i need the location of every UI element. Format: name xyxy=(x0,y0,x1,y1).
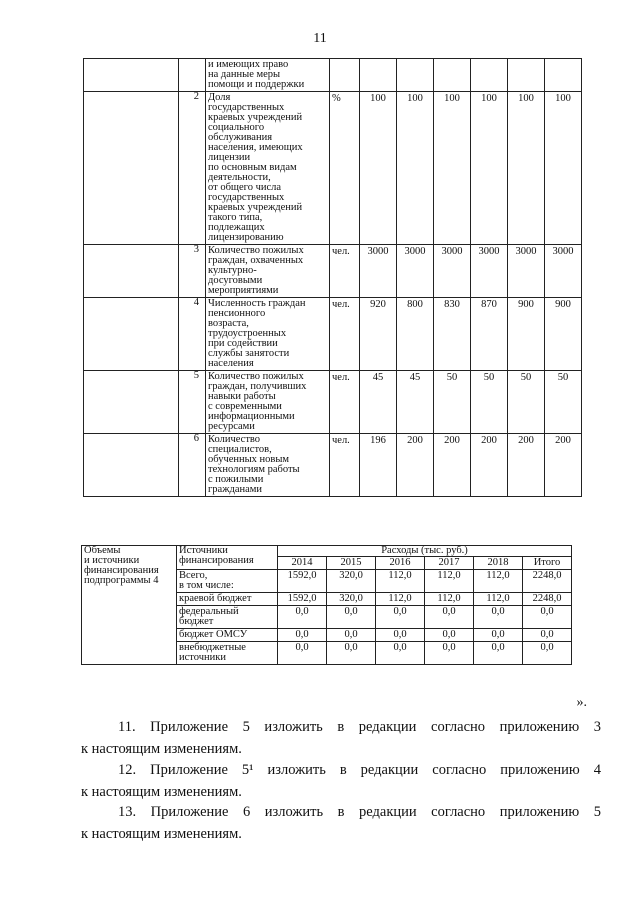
amount-cell: 2248,0 xyxy=(523,593,572,606)
indicator-value: 50 xyxy=(545,371,582,434)
paragraph-line: 11. Приложение 5 изложить в редакции согласно приложению 3 xyxy=(118,719,601,735)
empty-cell xyxy=(84,434,179,497)
indicator-number: 5 xyxy=(179,371,206,434)
year-header: Итого xyxy=(523,557,572,570)
indicator-name-line: технологиям работы xyxy=(208,464,300,475)
indicator-value: 100 xyxy=(545,92,582,245)
amount-cell: 112,0 xyxy=(474,570,523,593)
indicator-name-line: по основным видам xyxy=(208,162,297,173)
indicator-value: 920 xyxy=(360,298,397,371)
indicator-row xyxy=(84,434,582,497)
amount-cell: 112,0 xyxy=(474,593,523,606)
indicator-value: 50 xyxy=(471,371,508,434)
financing-label-line: подпрограммы 4 xyxy=(84,575,159,586)
indicator-name-line: Численность граждан xyxy=(208,298,306,309)
indicator-unit: чел. xyxy=(330,434,360,497)
indicator-name-line: от общего числа xyxy=(208,182,282,193)
paragraph-11 xyxy=(81,716,601,760)
indicator-name xyxy=(206,59,330,92)
indicator-value: 45 xyxy=(360,371,397,434)
source-name xyxy=(177,606,278,629)
indicator-name-line: краевых учреждений xyxy=(208,112,303,123)
amount-cell: 0,0 xyxy=(278,629,327,642)
indicator-name-line: с пожилыми xyxy=(208,474,264,485)
indicator-value: 100 xyxy=(360,92,397,245)
indicator-unit: чел. xyxy=(330,245,360,298)
indicator-value: 200 xyxy=(471,434,508,497)
amount-cell: 0,0 xyxy=(376,606,425,629)
indicator-value: 870 xyxy=(471,298,508,371)
indicator-name-line: обслуживания xyxy=(208,132,273,143)
indicator-number: 6 xyxy=(179,434,206,497)
paragraph-line: к настоящим изменениям. xyxy=(81,741,242,757)
indicator-name-line: возраста, xyxy=(208,318,249,329)
indicator-value: 3000 xyxy=(545,245,582,298)
indicator-name xyxy=(206,371,330,434)
amount-cell: 0,0 xyxy=(327,629,376,642)
indicator-name-line: населения, имеющих xyxy=(208,142,303,153)
amount-cell: 0,0 xyxy=(474,606,523,629)
amount-cell: 0,0 xyxy=(376,629,425,642)
indicator-number: 2 xyxy=(179,92,206,245)
source-name xyxy=(177,642,278,665)
indicator-name-line: Доля xyxy=(208,92,231,103)
indicator-name-line: навыки работы xyxy=(208,391,276,402)
indicator-name xyxy=(206,92,330,245)
indicator-name-line: лицензии xyxy=(208,152,251,163)
indicator-name-line: подлежащих xyxy=(208,222,265,233)
indicator-name xyxy=(206,245,330,298)
financing-label-line: Объемы xyxy=(84,545,121,556)
source-name xyxy=(177,593,278,606)
amount-cell: 1592,0 xyxy=(278,570,327,593)
amount-cell: 0,0 xyxy=(425,629,474,642)
source-name-line: Всего, xyxy=(179,570,208,581)
amount-cell: 1592,0 xyxy=(278,593,327,606)
amount-cell: 0,0 xyxy=(523,642,572,665)
amount-cell: 0,0 xyxy=(425,606,474,629)
indicator-value: 3000 xyxy=(471,245,508,298)
indicator-name-line: и имеющих право xyxy=(208,59,289,70)
indicator-name-line: информационными xyxy=(208,411,295,422)
indicator-value xyxy=(545,59,582,92)
indicator-name-line: пенсионного xyxy=(208,308,266,319)
indicator-name-line: государственных xyxy=(208,192,285,203)
indicator-name-line: при содействии xyxy=(208,338,278,349)
indicator-name-line: специалистов, xyxy=(208,444,272,455)
year-header: 2017 xyxy=(425,557,474,570)
year-header: 2015 xyxy=(327,557,376,570)
indicator-value: 200 xyxy=(434,434,471,497)
amount-cell: 320,0 xyxy=(327,570,376,593)
source-name xyxy=(177,629,278,642)
year-header: 2018 xyxy=(474,557,523,570)
indicator-value: 3000 xyxy=(508,245,545,298)
year-header: 2014 xyxy=(278,557,327,570)
amount-cell: 320,0 xyxy=(327,593,376,606)
amount-cell: 0,0 xyxy=(474,629,523,642)
indicator-name-line: трудоустроенных xyxy=(208,328,287,339)
financing-label-line: и источники xyxy=(84,555,140,566)
indicator-name-line: на данные меры xyxy=(208,69,281,80)
indicator-value xyxy=(397,59,434,92)
indicator-unit: чел. xyxy=(330,371,360,434)
amount-cell: 112,0 xyxy=(425,593,474,606)
source-name-line: источники xyxy=(179,652,226,663)
indicator-value: 900 xyxy=(508,298,545,371)
amount-cell: 0,0 xyxy=(376,642,425,665)
indicator-value xyxy=(471,59,508,92)
indicator-value: 3000 xyxy=(360,245,397,298)
indicator-name-line: обученных новым xyxy=(208,454,290,465)
indicator-value xyxy=(508,59,545,92)
paragraph-13 xyxy=(81,801,601,845)
amount-cell: 2248,0 xyxy=(523,570,572,593)
indicator-value: 100 xyxy=(508,92,545,245)
indicator-name-line: государственных xyxy=(208,102,285,113)
amount-cell: 112,0 xyxy=(376,593,425,606)
empty-cell xyxy=(84,245,179,298)
amount-cell: 112,0 xyxy=(376,570,425,593)
paragraph-line: к настоящим изменениям. xyxy=(81,826,242,842)
financing-label-line: финансирования xyxy=(84,565,159,576)
sources-header-line: Источники xyxy=(179,545,228,556)
indicator-name-line: Количество xyxy=(208,434,261,445)
indicator-value: 196 xyxy=(360,434,397,497)
empty-cell xyxy=(84,59,179,92)
indicator-value: 50 xyxy=(508,371,545,434)
page-number: 11 xyxy=(313,31,327,46)
indicator-row xyxy=(84,59,582,92)
indicator-row xyxy=(84,92,582,245)
amount-cell: 0,0 xyxy=(523,629,572,642)
source-name-line: бюджет ОМСУ xyxy=(179,629,248,640)
source-name-line: краевой бюджет xyxy=(179,593,252,604)
indicator-name-line: граждан, охваченных xyxy=(208,255,304,266)
indicator-value: 200 xyxy=(397,434,434,497)
paragraph-line: 13. Приложение 6 изложить в редакции согласно приложению 5 xyxy=(118,804,601,820)
indicator-value: 200 xyxy=(545,434,582,497)
indicator-name-line: населения xyxy=(208,358,254,369)
amount-cell: 0,0 xyxy=(327,642,376,665)
empty-cell xyxy=(84,92,179,245)
indicator-value: 45 xyxy=(397,371,434,434)
amount-cell: 0,0 xyxy=(278,642,327,665)
indicator-value xyxy=(360,59,397,92)
indicator-row xyxy=(84,371,582,434)
indicator-name-line: мероприятиями xyxy=(208,285,279,296)
amount-cell: 0,0 xyxy=(425,642,474,665)
indicator-name-line: гражданами xyxy=(208,484,263,495)
indicators-table xyxy=(83,58,582,497)
indicator-name-line: социального xyxy=(208,122,265,133)
indicator-name-line: Количество пожилых xyxy=(208,371,304,382)
indicator-value: 100 xyxy=(434,92,471,245)
indicator-name-line: культурно- xyxy=(208,265,257,276)
indicator-name-line: службы занятости xyxy=(208,348,290,359)
indicator-name-line: граждан, получивших xyxy=(208,381,307,392)
indicator-name-line: деятельности, xyxy=(208,172,271,183)
amount-cell: 0,0 xyxy=(474,642,523,665)
indicator-name-line: ресурсами xyxy=(208,421,255,432)
indicator-value: 900 xyxy=(545,298,582,371)
indicator-value: 50 xyxy=(434,371,471,434)
paragraph-12 xyxy=(81,759,601,803)
paragraph-line: 12. Приложение 5¹ изложить в редакции согласно приложению 4 xyxy=(118,762,601,778)
source-name-line: федеральный xyxy=(179,606,239,617)
empty-cell xyxy=(84,371,179,434)
indicator-value: 3000 xyxy=(397,245,434,298)
indicator-number xyxy=(179,59,206,92)
expenses-header: Расходы (тыс. руб.) xyxy=(278,546,572,557)
amount-cell: 0,0 xyxy=(523,606,572,629)
source-name xyxy=(177,570,278,593)
indicator-value: 100 xyxy=(397,92,434,245)
sources-header-line: финансирования xyxy=(179,555,254,566)
indicator-value: 800 xyxy=(397,298,434,371)
source-name-line: в том числе: xyxy=(179,580,234,591)
indicator-name-line: помощи и поддержки xyxy=(208,79,305,90)
amount-cell: 0,0 xyxy=(278,606,327,629)
indicator-name-line: Количество пожилых xyxy=(208,245,304,256)
financing-header-row xyxy=(82,546,572,557)
amount-cell: 112,0 xyxy=(425,570,474,593)
closing-quote: ». xyxy=(576,695,587,710)
year-header: 2016 xyxy=(376,557,425,570)
sources-header xyxy=(177,546,278,570)
indicator-name-line: такого типа, xyxy=(208,212,263,223)
indicator-number: 3 xyxy=(179,245,206,298)
indicator-name-line: досуговыми xyxy=(208,275,263,286)
indicator-name xyxy=(206,298,330,371)
indicator-row xyxy=(84,245,582,298)
indicator-unit: чел. xyxy=(330,298,360,371)
indicator-value xyxy=(434,59,471,92)
indicator-name-line: краевых учреждений xyxy=(208,202,303,213)
indicator-unit: % xyxy=(330,92,360,245)
indicator-row xyxy=(84,298,582,371)
indicator-name xyxy=(206,434,330,497)
empty-cell xyxy=(84,298,179,371)
source-name-line: внебюджетные xyxy=(179,642,246,653)
indicator-value: 100 xyxy=(471,92,508,245)
indicator-value: 200 xyxy=(508,434,545,497)
indicator-name-line: лицензированию xyxy=(208,232,284,243)
indicator-unit xyxy=(330,59,360,92)
indicator-value: 3000 xyxy=(434,245,471,298)
indicator-name-line: с современными xyxy=(208,401,282,412)
indicator-value: 830 xyxy=(434,298,471,371)
financing-label xyxy=(82,546,177,665)
financing-table xyxy=(81,545,572,665)
paragraph-line: к настоящим изменениям. xyxy=(81,784,242,800)
indicator-number: 4 xyxy=(179,298,206,371)
source-name-line: бюджет xyxy=(179,616,214,627)
amount-cell: 0,0 xyxy=(327,606,376,629)
